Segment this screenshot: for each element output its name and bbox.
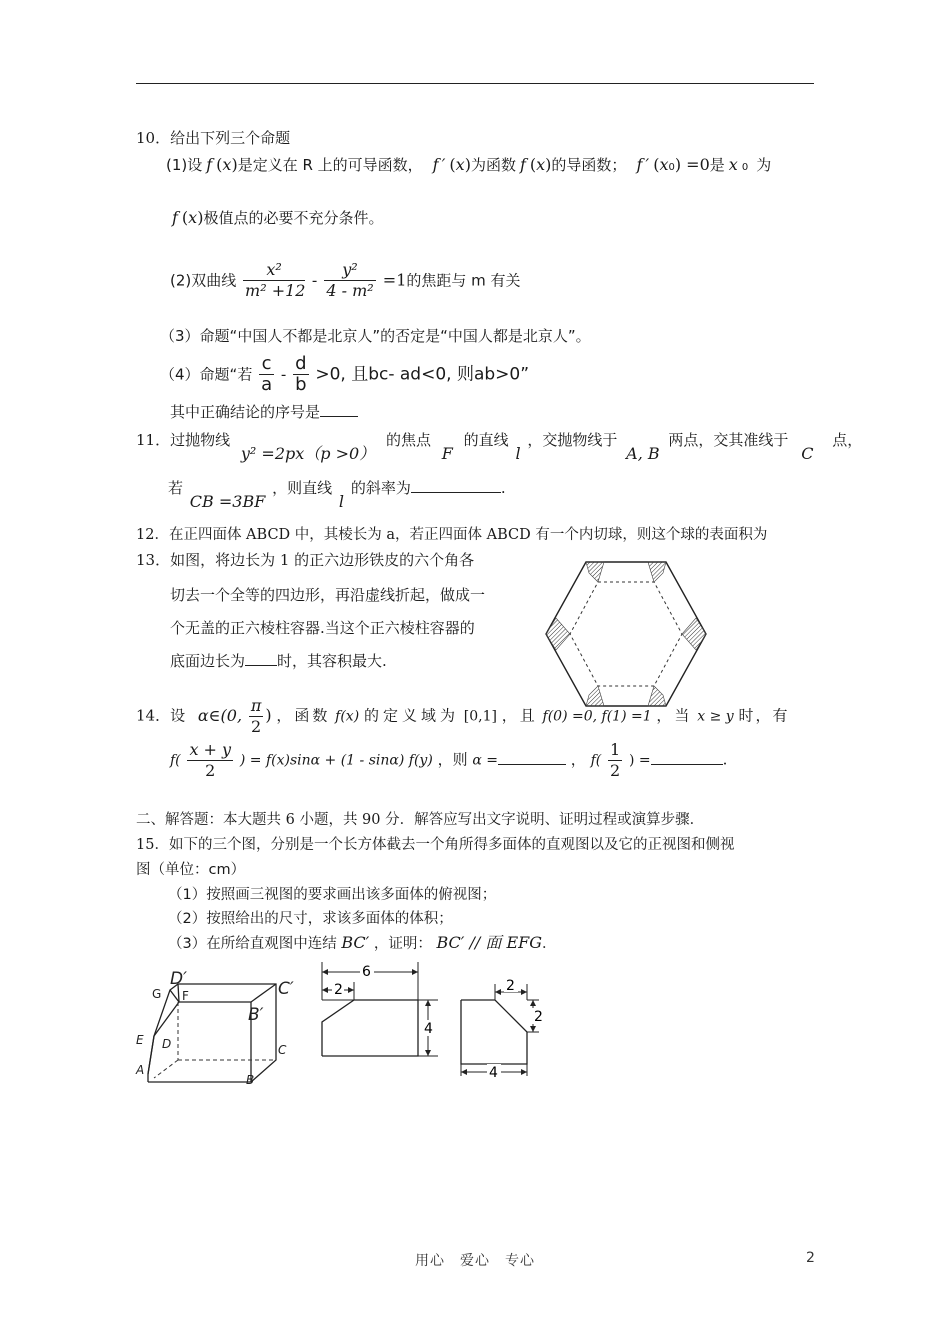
solid-outline [148, 984, 276, 1082]
side-view-figure [455, 966, 550, 1081]
q13-line4: 底面边长为 时，其容积最大. [170, 652, 387, 670]
front-height-label: 4 [424, 1021, 433, 1037]
side-cut-height-label: 2 [534, 1009, 543, 1025]
side-width-label: 4 [489, 1065, 498, 1081]
q10-item4: （4）命题“若 $\frac{c}{a}$ - $\frac{d}{b}$ >0, 且bc- ad<0, 则ab>0” [160, 353, 530, 395]
page-number: 2 [806, 1250, 815, 1266]
label-B: B [246, 1073, 255, 1087]
q10-item1-line2: f (x)极值点的必要不充分条件。 [172, 208, 384, 227]
q13-line1: 13．如图，将边长为 1 的正六边形铁皮的六个角各 [136, 551, 475, 569]
q15-line2: 图（单位：cm） [136, 862, 246, 878]
q15-sub3: （3）在所给直观图中连结 BC′ ，证明： BC′ // 面 EFG． [168, 933, 557, 952]
q12-text: 12．在正四面体 ABCD 中，其棱长为 a，若正四面体 ABCD 有一个内切球，则这个球的表面积为 [136, 527, 768, 543]
q13-line3: 个无盖的正六棱柱容器.当这个正六棱柱容器的 [170, 619, 475, 637]
header-rule [136, 83, 814, 84]
q15-sub2: （2）按照给出的尺寸，求该多面体的体积； [168, 911, 453, 927]
q10-item1-line1: (1)设 f (x)是定义在 R 上的可导函数， f ′ (x)为函数 f (x)的导函数； f ′ (x0) =0是 x 0 为 [166, 155, 772, 174]
q14-value-blank [651, 764, 723, 765]
q10-title: 10．给出下列三个命题 [136, 129, 291, 147]
label-C1: C′ [278, 979, 294, 999]
section2-heading: 二、解答题：本大题共 6 小题，共 90 分．解答应写出文字说明、证明过程或演算步骤． [136, 812, 705, 828]
label-D: D [162, 1037, 172, 1051]
hexagon-figure [545, 560, 707, 708]
label-D1: D′ [170, 969, 187, 989]
q10-item2: (2)双曲线 $\frac{\text{x²}}{\text{m² +12}}$ - $\frac{\text{y²}}{\text{4 - m²}}$ =1的焦距与 m 有关 [170, 260, 521, 300]
q13-line2: 切去一个全等的四边形，再沿虚线折起，做成一 [170, 586, 486, 604]
footer-text: 用心 爱心 专心 [415, 1253, 535, 1269]
q14-line2: f( $\frac{x + y}{2}$ ) = f(x)sinα + (1 - sinα) f(y) ，则 α = ， f( $\frac{1}{2}$ ) = . [170, 740, 728, 780]
hexagon-fold-lines [570, 582, 682, 686]
q14-alpha-blank [498, 764, 566, 765]
q14-line1: 14．设 α∈(0, $\frac{\pi}{2}$ ) ，函数 f(x) 的定义域为 [0,1] ，且 f(0) =0, f(1) =1 ，当 x ≥ y 时，有 [136, 696, 790, 736]
q10-item3: （3）命题“中国人不都是北京人”的否定是“中国人都是北京人”。 [160, 327, 591, 345]
front-width-label: 6 [362, 964, 371, 980]
q11-line1: 11．过抛物线 y² =2px（p >0） 的焦点 F 的直线 l ，交抛物线于 A, B 两点，交其准线于 C 点， [136, 431, 863, 463]
label-G: G [152, 987, 162, 1001]
front-view-figure [314, 958, 444, 1068]
label-C: C [278, 1043, 287, 1057]
q10-answer-blank [320, 416, 358, 417]
label-E: E [136, 1033, 144, 1047]
front-cut-label: 2 [334, 982, 343, 998]
front-view-outline [322, 1000, 418, 1056]
solid-perspective-figure [130, 962, 305, 1092]
q13-answer-blank [245, 665, 277, 666]
q15-line1: 15．如下的三个图，分别是一个长方体截去一个角所得多面体的直观图以及它的正视图和侧视 [136, 837, 735, 853]
q11-line2: 若 CB =3BF ，则直线 l 的斜率为 . [168, 479, 506, 511]
label-B1: B′ [248, 1005, 264, 1025]
label-F: F [182, 989, 189, 1003]
cut-corners [546, 562, 706, 706]
q15-sub1: （1）按照画三视图的要求画出该多面体的俯视图； [168, 887, 497, 903]
label-A: A [136, 1063, 145, 1077]
side-view-outline [461, 1000, 527, 1064]
q10-ask: 其中正确结论的序号是 [170, 402, 358, 422]
q11-answer-blank [411, 492, 501, 493]
side-cut-width-label: 2 [506, 978, 515, 994]
